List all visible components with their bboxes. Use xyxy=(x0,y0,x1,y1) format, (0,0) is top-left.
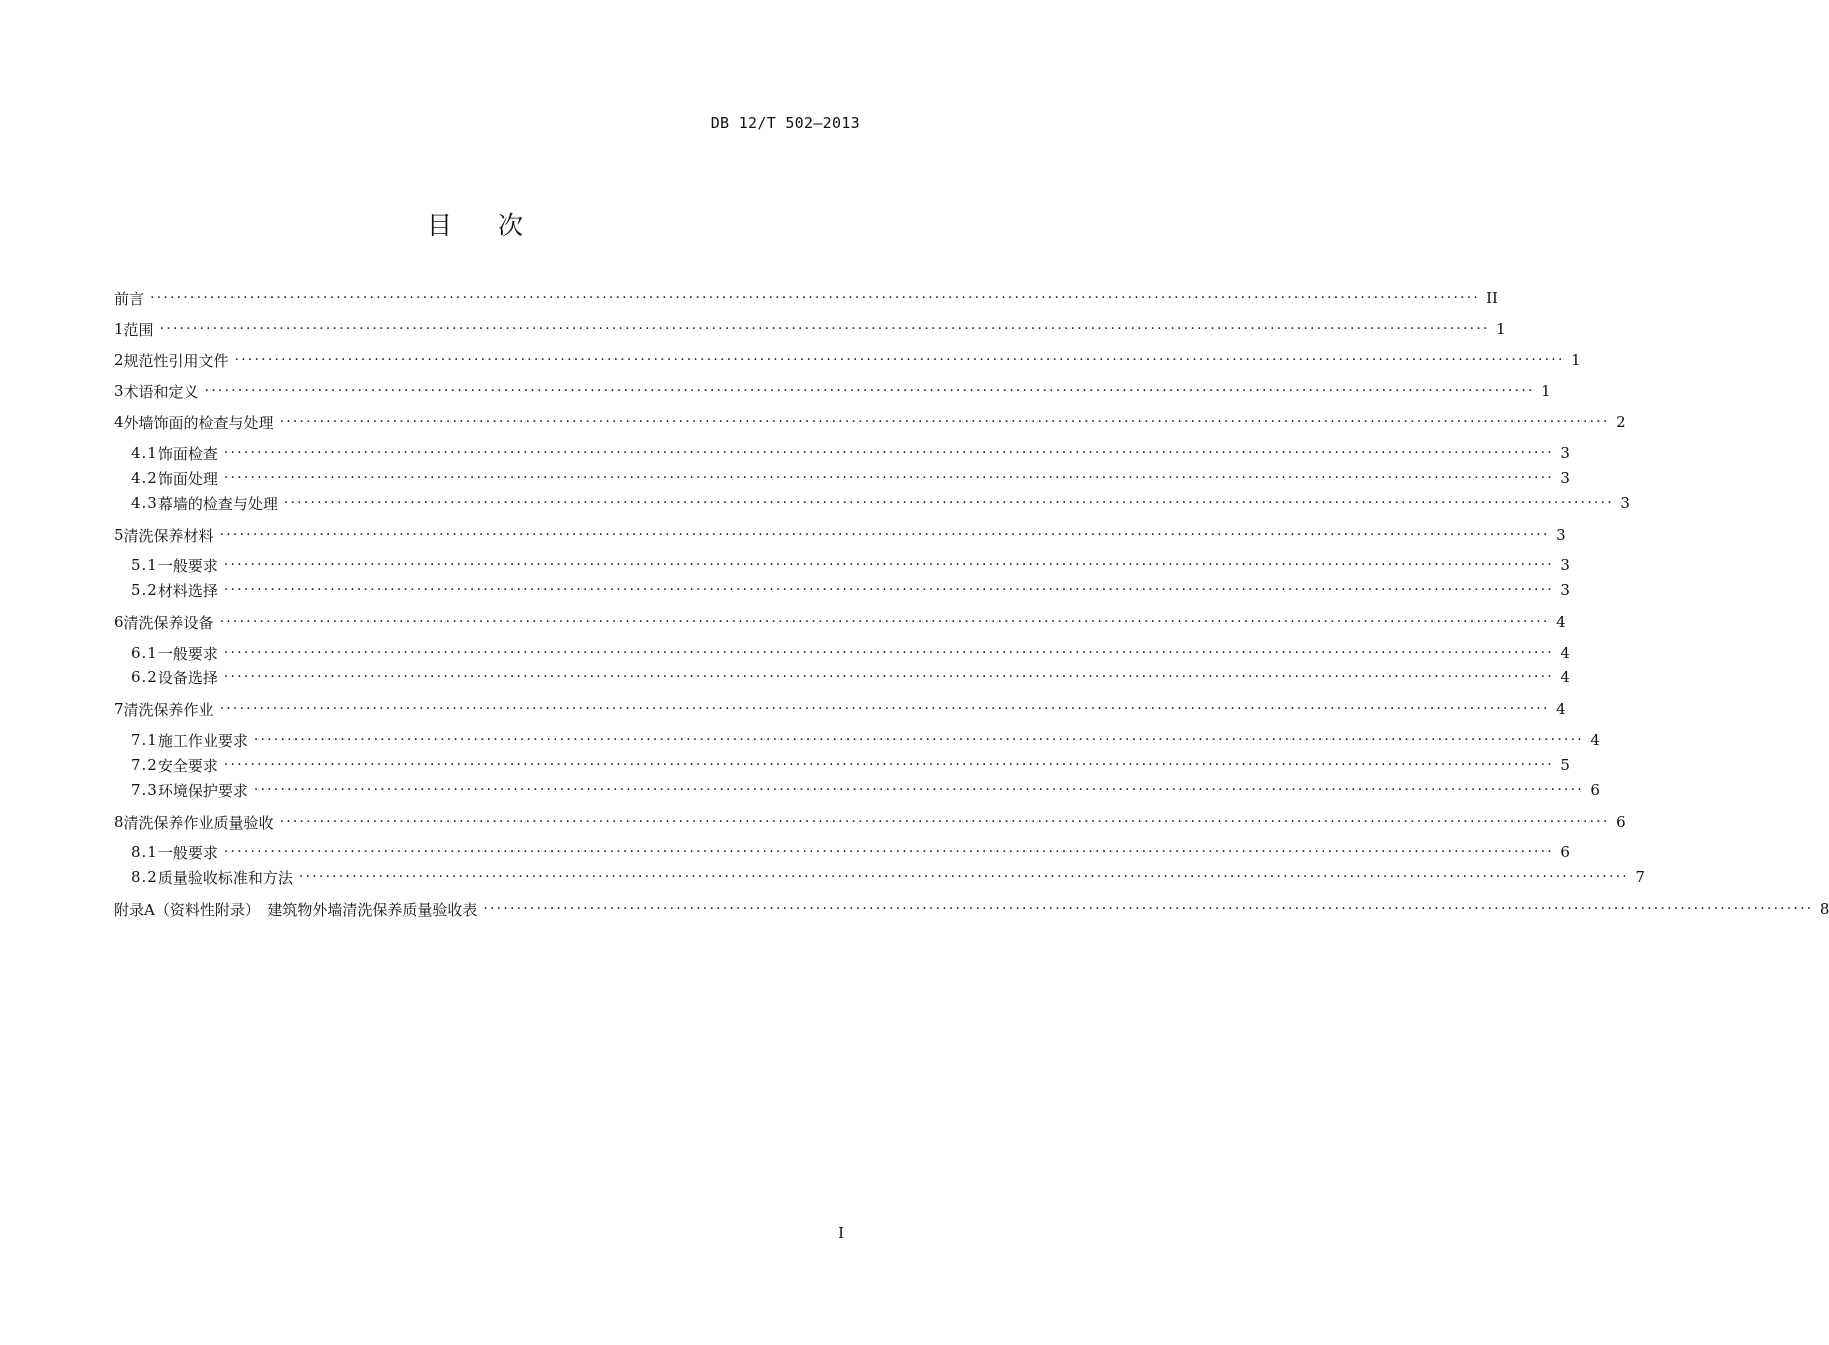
toc-entry-label: 材料选择 xyxy=(157,581,218,600)
toc-entry-number: 4.1 xyxy=(131,444,158,462)
toc-entry[interactable] xyxy=(114,642,1570,664)
toc-entry-page: 6 xyxy=(1560,843,1570,861)
toc-dot-leader: ········································································································································································································ xyxy=(223,470,1554,486)
toc-entry[interactable] xyxy=(114,318,1506,340)
toc-entry[interactable] xyxy=(114,811,1626,833)
toc-entry-number: 4.2 xyxy=(131,469,158,487)
toc-entry-page: 4 xyxy=(1590,731,1600,749)
toc-dot-leader: ········································································································································································································ xyxy=(223,645,1554,661)
toc-dot-leader: ········································································································································································································ xyxy=(223,669,1554,685)
document-code: DB 12/T 502—2013 xyxy=(710,114,860,132)
toc-entry-number: 7.2 xyxy=(131,756,158,774)
toc-entry-page: 5 xyxy=(1560,756,1570,774)
toc-entry-label: 一般要求 xyxy=(157,843,218,862)
toc-entry[interactable] xyxy=(114,698,1566,720)
toc-entry-page: 4 xyxy=(1560,668,1570,686)
title-char-2: 次 xyxy=(498,211,524,240)
toc-entry[interactable] xyxy=(114,898,1829,920)
toc-entry-page: 8 xyxy=(1819,900,1829,918)
toc-entry-page: 1 xyxy=(1496,320,1506,338)
toc-entry-label: 饰面处理 xyxy=(157,469,218,488)
toc-entry[interactable] xyxy=(114,754,1570,776)
toc-entry-page: 3 xyxy=(1560,444,1570,462)
toc-dot-leader: ········································································································································································································ xyxy=(234,352,1565,368)
toc-entry-number: 8 xyxy=(114,813,124,831)
toc-entry-page: 1 xyxy=(1541,382,1551,400)
toc-entry-number: 6 xyxy=(114,613,124,631)
toc-entry-number: 3 xyxy=(114,382,124,400)
toc-dot-leader: ········································································································································································································ xyxy=(219,527,1550,543)
toc-entry[interactable] xyxy=(114,524,1566,546)
toc-entry[interactable] xyxy=(114,611,1566,633)
toc-entry-page: 7 xyxy=(1635,868,1645,886)
toc-entry[interactable] xyxy=(114,579,1570,601)
toc-dot-leader: ········································································································································································································ xyxy=(150,290,1481,306)
toc-entry[interactable] xyxy=(114,554,1570,576)
page-number: I xyxy=(838,1224,844,1242)
toc-entry-number: 5.2 xyxy=(131,581,158,599)
toc-dot-leader: ········································································································································································································ xyxy=(223,445,1554,461)
toc-entry[interactable] xyxy=(114,492,1630,514)
toc-entry[interactable] xyxy=(114,380,1551,402)
toc-entry-label: 清洗保养作业质量验收 xyxy=(123,813,274,832)
toc-entry-label: 范围 xyxy=(123,320,154,339)
toc-entry-number: 6.1 xyxy=(131,644,158,662)
toc-entry-label: 规范性引用文件 xyxy=(123,351,229,370)
toc-dot-leader: ········································································································································································································ xyxy=(159,321,1490,337)
toc-entry-label: 外墙饰面的检查与处理 xyxy=(123,413,274,432)
toc-entry-number: 6.2 xyxy=(131,668,158,686)
toc-entry-page: 4 xyxy=(1556,700,1566,718)
toc-entry-label: 清洗保养作业 xyxy=(123,700,214,719)
toc-entry-number: 7 xyxy=(114,700,124,718)
toc-entry-page: 4 xyxy=(1560,644,1570,662)
toc-entry-page: 3 xyxy=(1560,556,1570,574)
toc-dot-leader: ········································································································································································································ xyxy=(279,814,1610,830)
toc-dot-leader: ········································································································································································································ xyxy=(253,782,1584,798)
toc-dot-leader: ········································································································································································································ xyxy=(298,869,1629,885)
toc-entry-number: 8.1 xyxy=(131,843,158,861)
title-char-1: 目 xyxy=(426,211,452,240)
toc-entry-label: 饰面检查 xyxy=(157,444,218,463)
toc-entry-label: 环境保护要求 xyxy=(157,781,248,800)
toc-entry-page: 3 xyxy=(1560,469,1570,487)
toc-entry-label: 一般要求 xyxy=(157,556,218,575)
toc-entry-page: 3 xyxy=(1620,494,1630,512)
toc-dot-leader: ········································································································································································································ xyxy=(283,495,1614,511)
toc-entry[interactable] xyxy=(114,287,1498,309)
toc-entry-number: 4 xyxy=(114,413,124,431)
toc-entry[interactable] xyxy=(114,779,1600,801)
toc-dot-leader: ········································································································································································································ xyxy=(204,383,1535,399)
toc-entry-label: 施工作业要求 xyxy=(157,731,248,750)
toc-entry[interactable] xyxy=(114,349,1581,371)
toc-entry-number: 2 xyxy=(114,351,124,369)
toc-entry[interactable] xyxy=(114,729,1600,751)
toc-entry-number: 8.2 xyxy=(131,868,158,886)
toc-entry-label: 清洗保养设备 xyxy=(123,613,214,632)
toc-entry-number: 7.3 xyxy=(131,781,158,799)
page-title xyxy=(0,206,950,242)
toc-dot-leader: ········································································································································································································ xyxy=(223,757,1554,773)
toc-entry[interactable] xyxy=(114,442,1570,464)
toc-dot-leader: ········································································································································································································ xyxy=(219,701,1550,717)
toc-entry-page: 4 xyxy=(1556,613,1566,631)
toc-dot-leader: ········································································································································································································ xyxy=(253,732,1584,748)
toc-entry-page: 3 xyxy=(1560,581,1570,599)
toc-entry-page: 1 xyxy=(1571,351,1581,369)
toc-entry[interactable] xyxy=(114,866,1645,888)
toc-entry-page: 6 xyxy=(1616,813,1626,831)
toc-dot-leader: ········································································································································································································ xyxy=(219,614,1550,630)
toc-entry-number: 5 xyxy=(114,526,124,544)
toc-entry-label: 前言 xyxy=(114,289,145,308)
toc-dot-leader: ········································································································································································································ xyxy=(223,844,1554,860)
toc-entry-label: 安全要求 xyxy=(157,756,218,775)
toc-dot-leader: ········································································································································································································ xyxy=(223,582,1554,598)
toc-entry-label: 质量验收标准和方法 xyxy=(157,868,293,887)
toc-entry-label: 一般要求 xyxy=(157,644,218,663)
toc-entry-label: 术语和定义 xyxy=(123,382,199,401)
toc-entry-label: 幕墙的检查与处理 xyxy=(157,494,278,513)
toc-entry[interactable] xyxy=(114,841,1570,863)
toc-entry-number: 1 xyxy=(114,320,124,338)
toc-dot-leader: ········································································································································································································ xyxy=(483,901,1814,917)
toc-entry-page: 3 xyxy=(1556,526,1566,544)
toc-entry-page: II xyxy=(1486,289,1498,307)
toc-entry-number: 5.1 xyxy=(131,556,158,574)
toc-dot-leader: ········································································································································································································ xyxy=(279,414,1610,430)
toc-entry-page: 6 xyxy=(1590,781,1600,799)
toc-entry[interactable] xyxy=(114,666,1570,688)
toc-entry-number: 7.1 xyxy=(131,731,158,749)
toc-entry[interactable] xyxy=(114,411,1626,433)
toc-entry-label: 清洗保养材料 xyxy=(123,526,214,545)
toc-entry-label: 附录A（资料性附录） 建筑物外墙清洗保养质量验收表 xyxy=(114,900,478,919)
toc-entry-label: 设备选择 xyxy=(157,668,218,687)
toc-dot-leader: ········································································································································································································ xyxy=(223,557,1554,573)
toc-entry-number: 4.3 xyxy=(131,494,158,512)
toc-entry[interactable] xyxy=(114,467,1570,489)
toc-entry-page: 2 xyxy=(1616,413,1626,431)
